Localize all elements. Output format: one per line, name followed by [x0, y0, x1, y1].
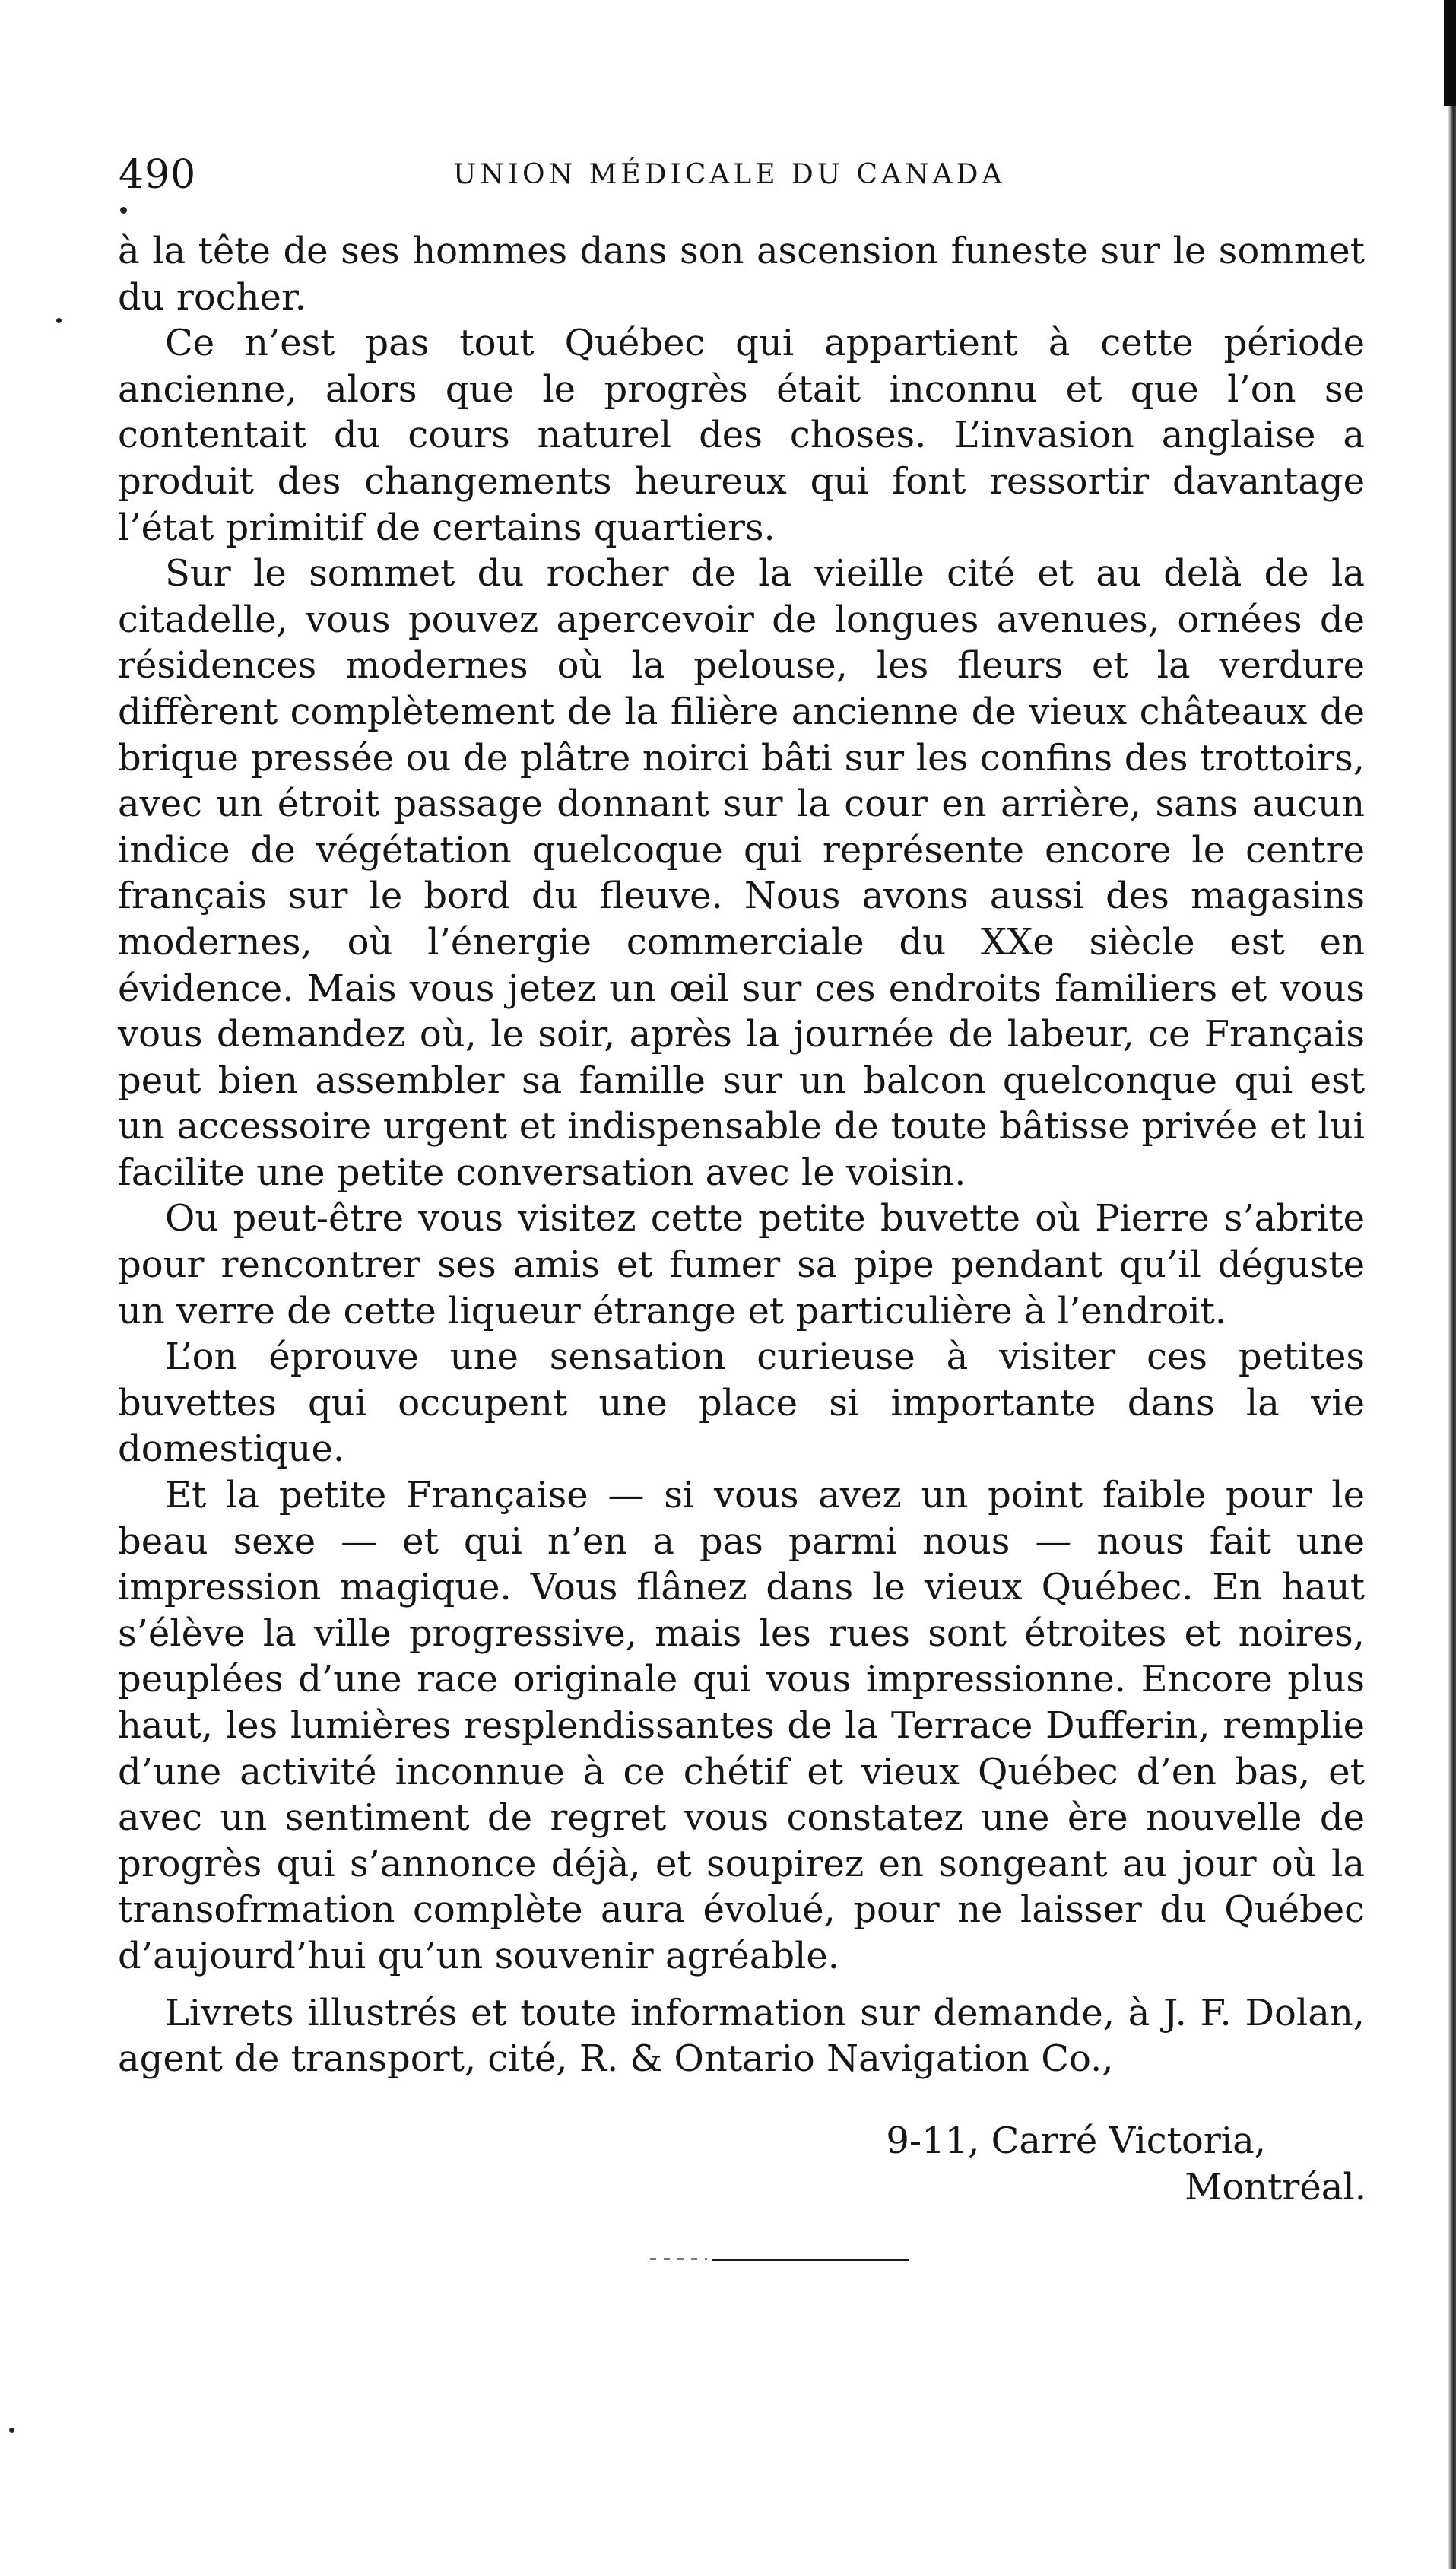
paragraph: Ou peut-être vous visitez cette petite buvette où Pierre s’abrite pour rencontrer ses amis et fumer sa pipe pendant qu’il déguste un verre de cette liqueur étrange et particulière à l’endroit. [118, 1197, 1365, 1332]
scan-page-edge-shadow [1444, 0, 1456, 106]
divider-dashes [650, 2258, 707, 2260]
running-head: UNION MÉDICALE DU CANADA [453, 159, 1006, 190]
stray-mark [9, 2428, 14, 2433]
scan-page-edge [1448, 0, 1456, 2569]
paragraph: Livrets illustrés et toute information sur demande, à J. F. Dolan, agent de transport, cité, R. & Ontario Navigation Co., [118, 1991, 1365, 2081]
paragraph: à la tête de ses hommes dans son ascension funeste sur le sommet du rocher. [118, 230, 1365, 319]
paragraph: Et la petite Française — si vous avez un point faible pour le beau sexe — et qui n’en a pas parmi nous — nous fait une impression magique. Vous flânez dans le vieux Québec. En haut s’élève la ville progressive, mais les rues sont étroites et noires, peuplées d’une race originale qui vous impressionne. Encore plus haut, les lumières resplendissantes de la Terrace Dufferin, remplie d’une activité inconnue à ce chétif et vieux Québec d’en bas, et avec un sentiment de regret vous constatez une ère nouvelle de progrès qui s’annonce déjà, et soupirez en songeant au jour où la transofrmation complète aura évolué, pour ne laisser du Québec d’aujourd’hui qu’un souvenir agréable. [118, 1474, 1365, 1977]
paragraph: Ce n’est pas tout Québec qui appartient à cette période ancienne, alors que le progrès était inconnu et que l’on se contentait du cours naturel des choses. L’invasion anglaise a produit des changements heureux qui font ressortir davantage l’état primitif de certains quartiers. [118, 322, 1365, 549]
stray-mark [120, 207, 127, 214]
stray-mark [56, 318, 62, 323]
article-body [118, 228, 1365, 2082]
city-line: Montréal. [1185, 2166, 1366, 2209]
page-header [119, 148, 1381, 202]
page-number: 490 [119, 152, 197, 198]
paragraph: L’on éprouve une sensation curieuse à visiter ces petites buvettes qui occupent une place si importante dans la vie domestique. [118, 1335, 1365, 1471]
paragraph: Sur le sommet du rocher de la vieille cité et au delà de la citadelle, vous pouvez apercevoir de longues avenues, ornées de résidences modernes où la pelouse, les fleurs et la verdure diffèrent complètement de la filière ancienne de vieux châteaux de brique pressée ou de plâtre noirci bâti sur les confins des trottoirs, avec un étroit passage donnant sur la cour en arrière, sans aucun indice de végétation quelcoque qui représente encore le centre français sur le bord du fleuve. Nous avons aussi des magasins modernes, où l’énergie commerciale du XXe siècle est en évidence. Mais vous jetez un œil sur ces endroits familiers et vous vous demandez où, le soir, après la journée de labeur, ce Français peut bien assembler sa famille sur un balcon quelconque qui est un accessoire urgent et indispensable de toute bâtisse privée et lui facilite une petite conversation avec le voisin. [118, 552, 1365, 1194]
address-line: 9-11, Carré Victoria, [886, 2120, 1266, 2162]
section-divider [712, 2259, 909, 2261]
